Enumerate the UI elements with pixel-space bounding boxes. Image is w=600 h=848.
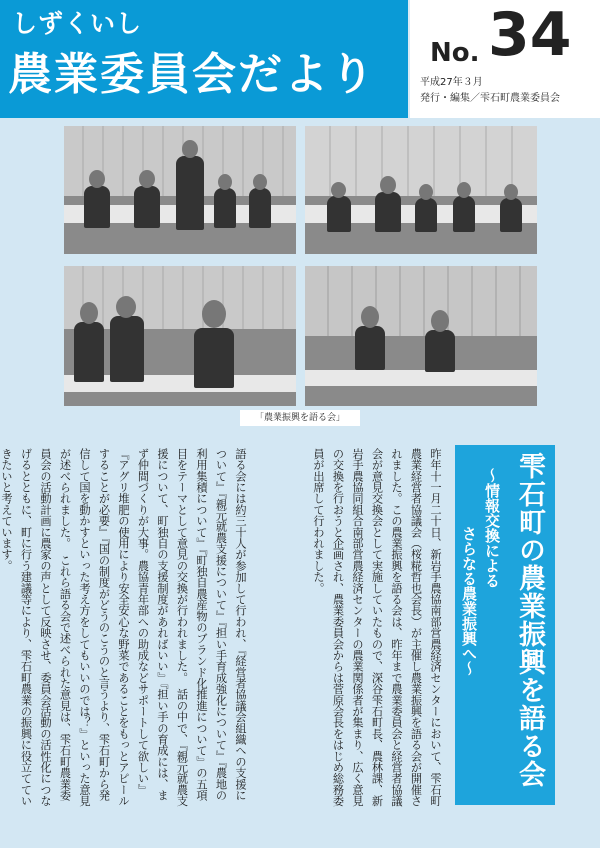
article-headline: 雫石町の農業振興を語る会 (514, 452, 545, 788)
article-subhead-2: さらなる農業振興へ～ (460, 526, 478, 676)
photo-caption: 「農業振興を語る会」 (240, 410, 360, 426)
meeting-photo-2 (305, 126, 537, 254)
issue-info (410, 0, 600, 118)
newsletter-title: 農業委員会だより (8, 49, 376, 100)
publisher: 発行・編集／雫石町農業委員会 (420, 93, 560, 104)
issue-prefix: No. (430, 38, 480, 68)
masthead (0, 0, 600, 118)
article-paragraph-2: 語る会には約三十人が参加して行われ、『経営者協議会組織への支援について』『親元就農支援について』『担い手育成強化について』『農地の利用集積について』『町独自農産物のブランド化推進について』の五項目をテーマとして意見の交換が行われました。 話の中で、『親元就農支援について、町独自の支援制度があればいい』『担い手の育成には、まず仲間づくりが大事。農協青年部への助成などサポートして欲しい』『アグリ堆肥の使用により安全安心な野菜であることをもっとアピールすることが必要』『国の制度がどうのこうのと言うより、雫石町から発信して国を動かすといった考え方をしてもいいのでは？』といった意見が述べられました。 これら語る会で述べられた意見は、雫石町農業委員会の活動計画に農家の声として反映させ、委員会活動の活性化につなげるとともに、町に行う建議等により、雫石町農業の振興に役立てていきたいと考えています。 (0, 448, 247, 807)
article-paragraph-1: 昨年十一月二十日、新岩手農協南部営農経済センターにおいて、雫石町農業経営者協議会（桜糀哲也会長）が主催し農業振興を語る会が開催されました。この農業振興を語る会は、昨年まで農業委員会と経営者協議会が意見交換会として実施していたもので、深谷雫石町長、農林課、新岩手農協同組合南部営農経済センターの農業関係者が集まり、広く意見の交換を行おうと企画され、農業委員会からは菅原会長をはじめ総務委員が出席して行われました。 (312, 448, 442, 807)
issue-date: 平成27年３月 (420, 77, 483, 88)
issue-number: 34 (488, 0, 572, 70)
meeting-photo-4 (305, 266, 537, 406)
meeting-photo-1 (64, 126, 296, 254)
article-subhead-1: ～情報交換による (483, 468, 501, 588)
meeting-photo-3 (64, 266, 296, 406)
newsletter-series-name: しずくいし (12, 9, 143, 38)
